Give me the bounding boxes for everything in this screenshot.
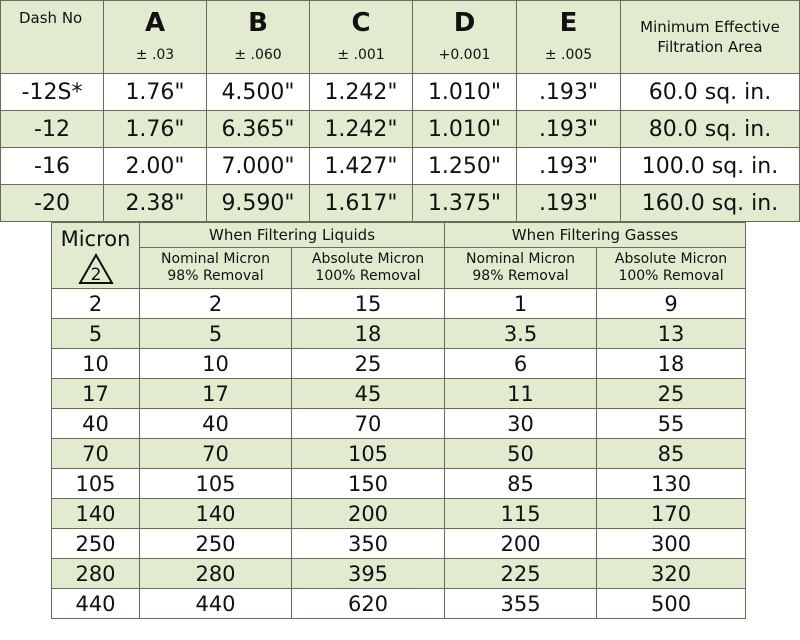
table-cell: 70 [52, 439, 140, 469]
table-row [52, 469, 746, 499]
table-cell: .193" [517, 111, 621, 148]
micron-table [51, 222, 746, 619]
table-cell: -16 [1, 148, 104, 185]
col-letter: E [559, 8, 578, 38]
table-cell: 1.375" [413, 185, 517, 222]
table-cell: 85 [597, 439, 746, 469]
table-row [1, 111, 800, 148]
table-cell: 25 [292, 349, 445, 379]
table-cell: 1.250" [413, 148, 517, 185]
col-tolerance: ± .060 [234, 47, 282, 63]
table-row [52, 349, 746, 379]
table-cell: 170 [597, 499, 746, 529]
table-cell: 40 [140, 409, 292, 439]
table-cell: 105 [292, 439, 445, 469]
table-cell: 225 [445, 559, 597, 589]
table-cell: 1.010" [413, 111, 517, 148]
table-cell: 5 [140, 319, 292, 349]
table-cell: 13 [597, 319, 746, 349]
table-row [52, 439, 746, 469]
table-cell: 1.010" [413, 74, 517, 111]
col-tolerance: ± .005 [544, 47, 593, 63]
table-cell: 1.617" [310, 185, 413, 222]
table-cell: 45 [292, 379, 445, 409]
table-cell: 130 [597, 469, 746, 499]
col-tolerance: +0.001 [438, 47, 491, 63]
table-cell: .193" [517, 185, 621, 222]
table-cell: 17 [52, 379, 140, 409]
note-number: 2 [90, 265, 101, 285]
col-letter: B [248, 8, 268, 38]
table-cell: 5 [52, 319, 140, 349]
table-cell: 395 [292, 559, 445, 589]
table-cell: 1.76" [104, 74, 207, 111]
table-cell: 1.242" [310, 111, 413, 148]
table-cell: 17 [140, 379, 292, 409]
col-a-header [104, 1, 207, 74]
col-letter: A [144, 8, 166, 38]
table-row [52, 379, 746, 409]
col-letter: C [351, 8, 371, 38]
table-cell: 2.38" [104, 185, 207, 222]
table-cell: 200 [292, 499, 445, 529]
table-cell: 1.427" [310, 148, 413, 185]
table-row [52, 559, 746, 589]
table-cell: 70 [292, 409, 445, 439]
micron-header-row-2 [52, 248, 746, 289]
table-cell: -20 [1, 185, 104, 222]
table-cell: 10 [140, 349, 292, 379]
table-row [52, 289, 746, 319]
dimensions-body [1, 74, 800, 222]
col-b-header [207, 1, 310, 74]
table-cell: 320 [597, 559, 746, 589]
table-cell: 18 [597, 349, 746, 379]
table-cell: 250 [52, 529, 140, 559]
micron-header [52, 223, 140, 289]
col-e-header [517, 1, 621, 74]
table-cell: 280 [52, 559, 140, 589]
table-cell: 1.76" [104, 111, 207, 148]
table-cell: 350 [292, 529, 445, 559]
absolute-line1: Absolute Micron [311, 251, 425, 267]
table-cell: -12 [1, 111, 104, 148]
table-cell: 10 [52, 349, 140, 379]
table-cell: 60.0 sq. in. [621, 74, 800, 111]
table-cell: 18 [292, 319, 445, 349]
nominal-line1: Nominal Micron [466, 251, 575, 267]
table-cell: 300 [597, 529, 746, 559]
table-cell: -12S* [1, 74, 104, 111]
liquids-absolute-header [292, 248, 445, 289]
table-row [1, 74, 800, 111]
dimensions-table [0, 0, 800, 222]
gasses-absolute-header [597, 248, 746, 289]
table-cell: 500 [597, 589, 746, 619]
min-area-header [621, 1, 800, 74]
col-d-header [413, 1, 517, 74]
table-cell: 6.365" [207, 111, 310, 148]
table-row [1, 185, 800, 222]
gasses-header: When Filtering Gasses [445, 223, 746, 248]
table-cell: 100.0 sq. in. [621, 148, 800, 185]
table-row [52, 319, 746, 349]
table-cell: 200 [445, 529, 597, 559]
table-cell: 105 [140, 469, 292, 499]
table-cell: 140 [52, 499, 140, 529]
table-row [1, 148, 800, 185]
min-area-line1: Minimum Effective [640, 18, 780, 36]
table-cell: 440 [52, 589, 140, 619]
table-cell: .193" [517, 148, 621, 185]
table-cell: 6 [445, 349, 597, 379]
table-cell: 440 [140, 589, 292, 619]
liquids-header: When Filtering Liquids [140, 223, 445, 248]
micron-label: Micron [60, 227, 131, 251]
table-cell: 25 [597, 379, 746, 409]
absolute-line2: 100% Removal [618, 268, 724, 284]
table-cell: 70 [140, 439, 292, 469]
table-cell: 9.590" [207, 185, 310, 222]
micron-header-row-1 [52, 223, 746, 248]
col-letter: D [453, 8, 476, 38]
dash-no-header: Dash No [1, 1, 104, 74]
nominal-line2: 98% Removal [167, 268, 264, 284]
micron-body [52, 289, 746, 619]
table-cell: 2.00" [104, 148, 207, 185]
table-cell: 30 [445, 409, 597, 439]
table-cell: 355 [445, 589, 597, 619]
table-cell: 250 [140, 529, 292, 559]
table-cell: 9 [597, 289, 746, 319]
nominal-line1: Nominal Micron [161, 251, 270, 267]
absolute-line1: Absolute Micron [614, 251, 728, 267]
table-cell: 7.000" [207, 148, 310, 185]
table-cell: 15 [292, 289, 445, 319]
table-row [52, 409, 746, 439]
table-cell: 150 [292, 469, 445, 499]
table-cell: 85 [445, 469, 597, 499]
table-cell: 2 [140, 289, 292, 319]
table-cell: 160.0 sq. in. [621, 185, 800, 222]
table-cell: 2 [52, 289, 140, 319]
gasses-nominal-header [445, 248, 597, 289]
dimensions-header-row [1, 1, 800, 74]
table-cell: 50 [445, 439, 597, 469]
table-cell: 280 [140, 559, 292, 589]
table-cell: 620 [292, 589, 445, 619]
table-cell: 1 [445, 289, 597, 319]
table-cell: 55 [597, 409, 746, 439]
col-tolerance: ± .001 [337, 47, 385, 63]
table-cell: 40 [52, 409, 140, 439]
note-triangle-icon [78, 253, 114, 285]
table-row [52, 499, 746, 529]
table-cell: 3.5 [445, 319, 597, 349]
table-cell: 105 [52, 469, 140, 499]
table-row [52, 529, 746, 559]
table-cell: 4.500" [207, 74, 310, 111]
table-cell: 140 [140, 499, 292, 529]
table-cell: 115 [445, 499, 597, 529]
nominal-line2: 98% Removal [472, 268, 569, 284]
min-area-line2: Filtration Area [657, 38, 763, 56]
table-cell: .193" [517, 74, 621, 111]
table-cell: 80.0 sq. in. [621, 111, 800, 148]
liquids-nominal-header [140, 248, 292, 289]
col-tolerance: ± .03 [135, 47, 175, 63]
col-c-header [310, 1, 413, 74]
table-cell: 11 [445, 379, 597, 409]
table-cell: 1.242" [310, 74, 413, 111]
table-row [52, 589, 746, 619]
absolute-line2: 100% Removal [315, 268, 421, 284]
